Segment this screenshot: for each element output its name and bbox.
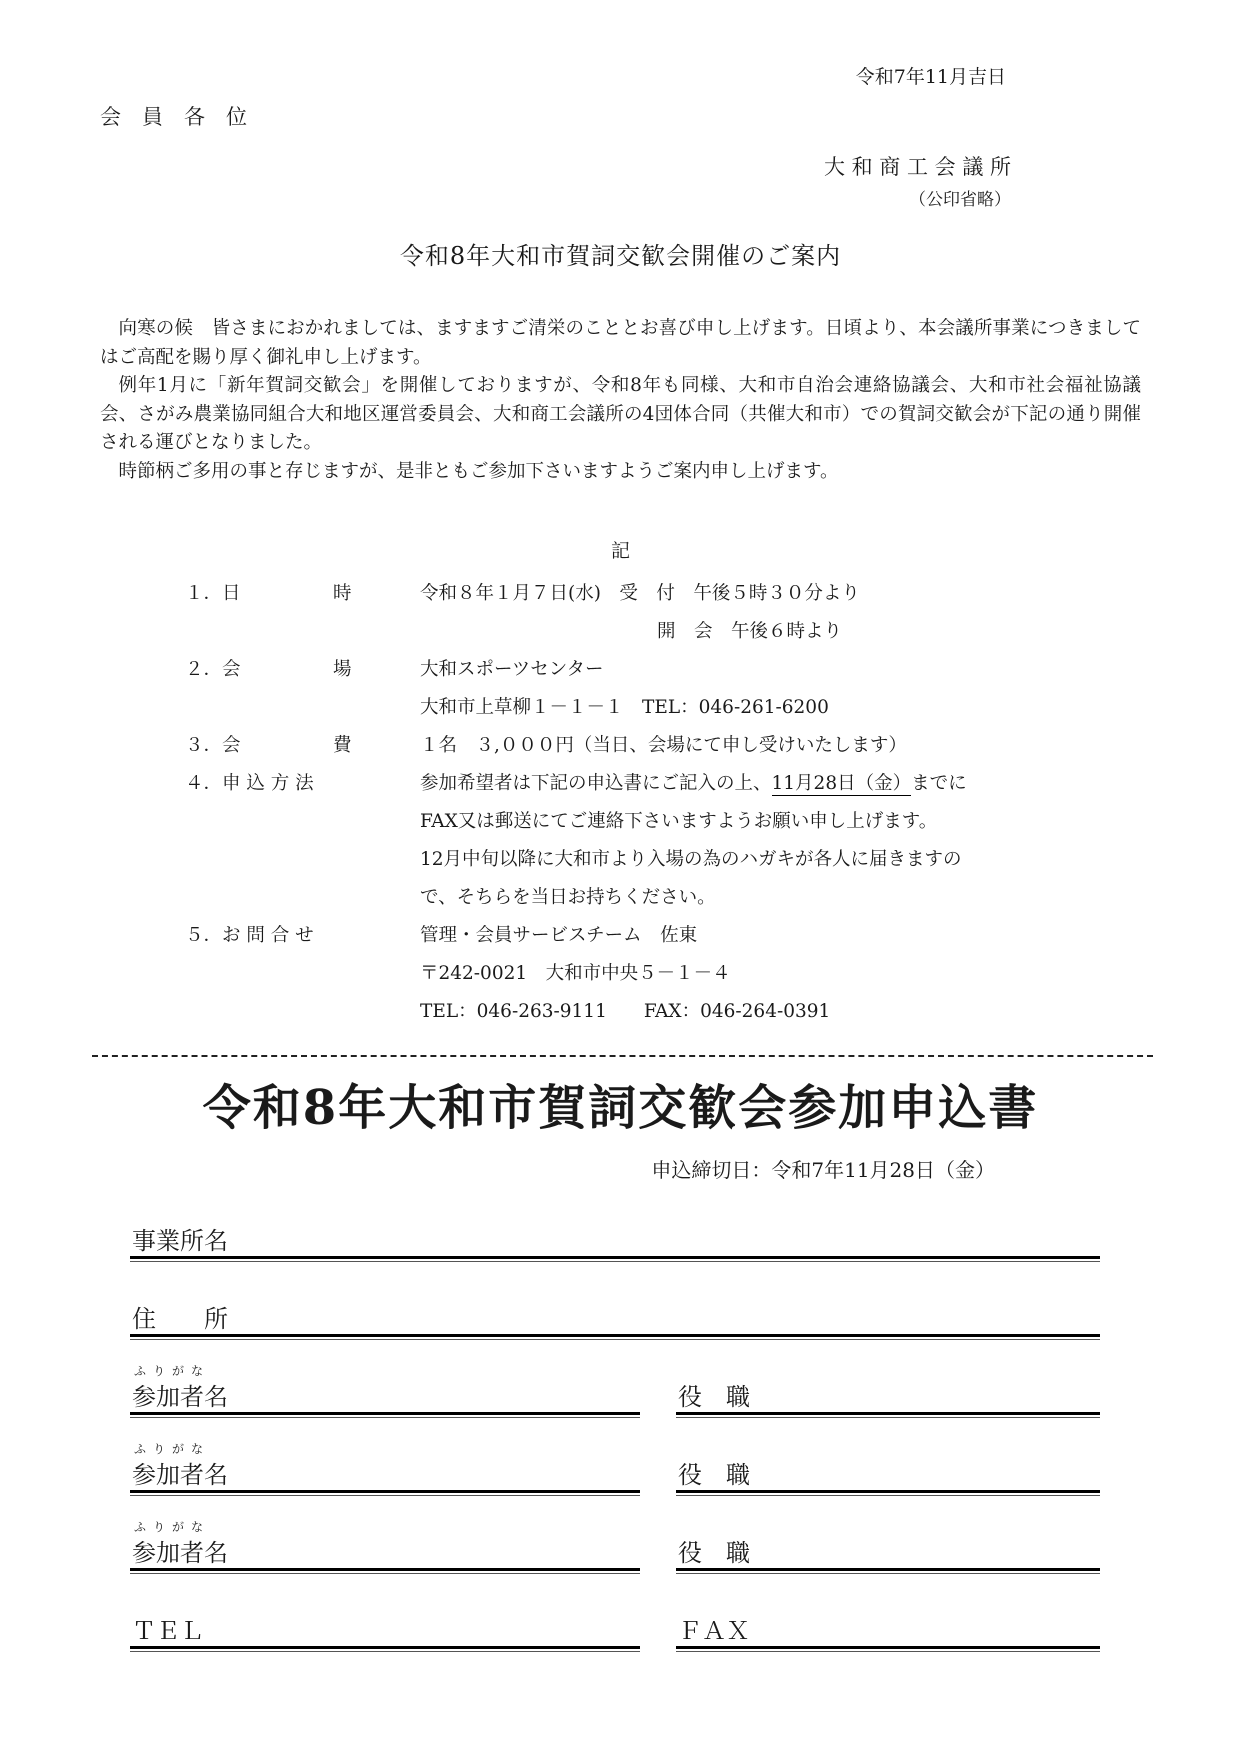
cutoff-dashed-line	[92, 1055, 1153, 1057]
notice-title: 令和8年大和市賀詞交歓会開催のご案内	[399, 242, 842, 270]
detail-label	[185, 879, 420, 917]
detail-label	[185, 803, 420, 841]
detail-label: ４．申 込 方 法	[185, 773, 314, 794]
detail-label: ５．お 問 合 せ	[185, 925, 314, 946]
detail-text: 令和８年１月７日(水) 受 付 午後５時３０分より	[420, 583, 860, 604]
participant-row-3	[130, 1520, 1100, 1571]
detail-text: で、そちらを当日お持ちください。	[420, 887, 716, 908]
detail-text: TEL：046-263-9111 FAX：046-264-0391	[420, 1001, 831, 1022]
detail-text: 大和スポーツセンター	[420, 659, 604, 680]
field-participant-name-2	[130, 1442, 640, 1493]
application-form	[130, 1223, 1100, 1649]
form-title: 令和8年大和市賀詞交歓会参加申込書	[202, 1080, 1039, 1136]
detail-text: FAX又は郵送にてご連絡下さいますようお願い申し上げます。	[420, 811, 938, 832]
tel-label: ＴＥＬ	[132, 1617, 204, 1645]
business-name-label: 事業所名	[132, 1227, 228, 1255]
detail-row-fax-note	[100, 803, 1141, 841]
detail-text: 開 会 午後６時より	[657, 621, 843, 642]
details-list	[100, 575, 1141, 1031]
position-label: 役 職	[678, 1383, 750, 1411]
field-participant-name-1	[130, 1364, 640, 1415]
detail-label: １．日 時	[185, 583, 352, 604]
detail-row-postcard-note-2	[100, 879, 1141, 917]
furigana-label: ふりがな	[134, 1520, 211, 1534]
detail-label	[185, 613, 420, 651]
detail-label	[185, 689, 420, 727]
detail-label	[185, 955, 420, 993]
field-business-name	[130, 1223, 1100, 1259]
detail-text: 〒242-0021 大和市中央５－１－４	[420, 963, 731, 984]
detail-row-datetime	[100, 575, 1141, 613]
seal-omitted-note: （公印省略）	[909, 190, 1011, 210]
apply-text-post: までに	[911, 773, 967, 794]
participant-row-1	[130, 1364, 1100, 1415]
detail-row-venue-address	[100, 689, 1141, 727]
apply-deadline-underlined: 11月28日（金）	[771, 773, 912, 794]
detail-row-venue	[100, 651, 1141, 689]
field-address	[130, 1301, 1100, 1337]
body-paragraph-1: 向寒の候 皆さまにおかれましては、ますますご清栄のこととお喜び申し上げます。日頃より、本会議所事業につきましてはご高配を賜り厚く御礼申し上げます。	[100, 318, 1141, 368]
apply-text-pre: 参加希望者は下記の申込書にご記入の上、	[420, 773, 772, 794]
detail-row-opening	[100, 613, 1141, 651]
position-label: 役 職	[678, 1539, 750, 1567]
detail-label: ３．会 費	[185, 735, 352, 756]
body-paragraph-3: 時節柄ご多用の事と存じますが、是非ともご参加下さいますようご案内申し上げます。	[118, 460, 839, 482]
body-paragraph-2: 例年1月に「新年賀詞交歓会」を開催しておりますが、令和8年も同様、大和市自治会連絡協議会、大和市社会福祉協議会、さがみ農業協同組合大和地区運営委員会、大和商工会議所の4団体合同（共催大和市）での賀詞交歓会が下記の通り開催される運びとなりました。	[100, 375, 1141, 453]
position-label: 役 職	[678, 1461, 750, 1489]
detail-text: 管理・会員サービスチーム 佐東	[420, 925, 698, 946]
participant-name-label: 参加者名	[132, 1461, 228, 1489]
field-position-1	[676, 1379, 1100, 1415]
tel-fax-row	[130, 1613, 1100, 1649]
participant-name-label: 参加者名	[132, 1539, 228, 1567]
record-marker: 記	[610, 540, 630, 562]
detail-row-contact-tel-fax	[100, 993, 1141, 1031]
participant-name-label: 参加者名	[132, 1383, 228, 1411]
detail-text: １名 ３,０００円（当日、会場にて申し受けいたします）	[420, 735, 907, 756]
detail-text: 12月中旬以降に大和市より入場の為のハガキが各人に届きますの	[420, 849, 962, 870]
detail-label	[185, 993, 420, 1031]
furigana-label: ふりがな	[134, 1442, 211, 1456]
sender-name: 大 和 商 工 会 議 所	[823, 155, 1011, 179]
notice-body	[100, 315, 1141, 486]
fax-label: ＦＡＸ	[678, 1617, 750, 1645]
detail-row-contact	[100, 917, 1141, 955]
address-label: 住 所	[132, 1305, 228, 1333]
field-participant-name-3	[130, 1520, 640, 1571]
field-tel	[130, 1613, 640, 1649]
detail-text: 大和市上草柳１－１－１ TEL：046-261-6200	[420, 697, 829, 718]
application-deadline: 申込締切日：令和7年11月28日（金）	[651, 1158, 995, 1182]
participant-row-2	[130, 1442, 1100, 1493]
detail-row-fee	[100, 727, 1141, 765]
detail-label: ２．会 場	[185, 659, 352, 680]
detail-text	[420, 765, 967, 803]
detail-row-postcard-note-1	[100, 841, 1141, 879]
detail-label	[185, 841, 420, 879]
field-position-3	[676, 1535, 1100, 1571]
field-position-2	[676, 1457, 1100, 1493]
furigana-label: ふりがな	[134, 1364, 211, 1378]
detail-row-application-method	[100, 765, 1141, 803]
addressee: 会 員 各 位	[100, 105, 247, 129]
field-fax	[676, 1613, 1100, 1649]
detail-row-contact-address	[100, 955, 1141, 993]
issue-date: 令和7年11月吉日	[855, 66, 1006, 88]
